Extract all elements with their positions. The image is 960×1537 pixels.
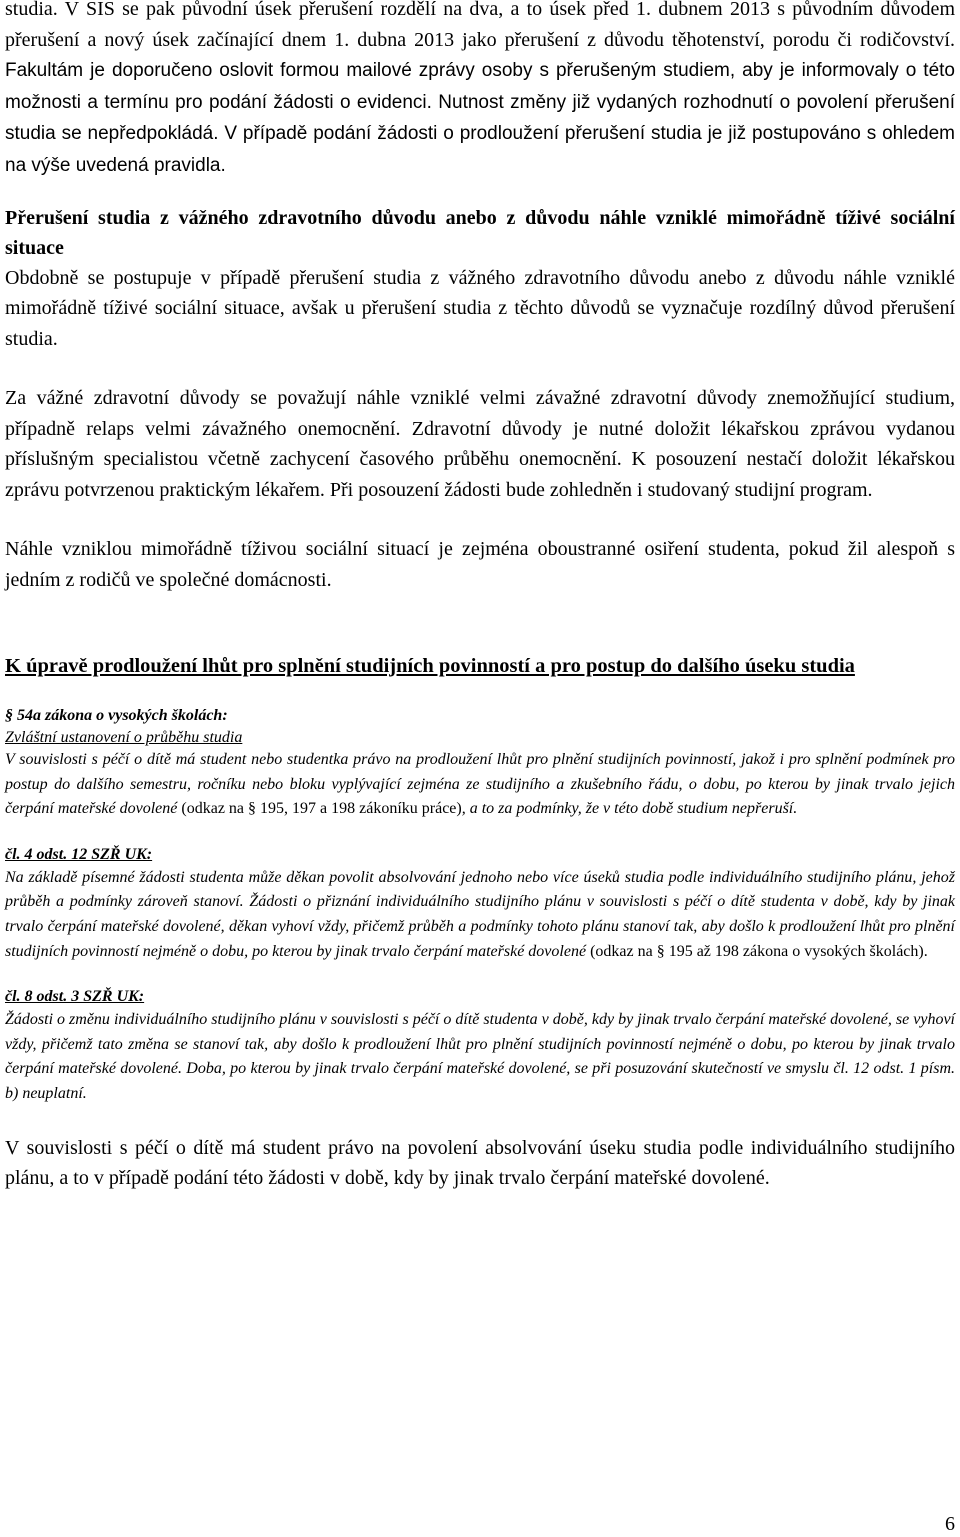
health-paragraph-2: Za vážné zdravotní důvody se považují náhle vzniklé velmi závažné zdravotní důvody znemožňující studium, případně relaps velmi závažného onemocnění. Zdravotní důvody je nutné doložit lékařskou zprávou vydanou příslušným specialistou včetně zachycení časového průběhu onemocnění. K posouzení nestačí doložit lékařskou zprávu potvrzenou praktickým lékařem. Při posouzení žádosti bude zohledněn i studovaný studijní program.	[5, 387, 955, 501]
health-paragraph-1: Obdobně se postupuje v případě přerušení studia z vážného zdravotního důvodu anebo z důvodu náhle vzniklé mimořádně tíživé sociální situace, avšak u přerušení studia z těchto důvodů se vyznačuje rozdílný důvod přerušení studia.	[5, 266, 955, 350]
health-paragraph-3: Náhle vzniklou mimořádně tíživou sociální situací je zejména oboustranné osiření studenta, pokud žil alespoň s jedním z rodičů ve společné domácnosti.	[5, 538, 955, 591]
intro-paragraph	[5, 0, 955, 182]
law-reference-text	[5, 748, 955, 822]
article-4-body: Na základě písemné žádosti studenta může děkan povolit absolvování jednoho nebo více úseků studia podle individuálního studijního plánu, jehož průběh a podmínky zároveň stanoví. Žádosti o přiznání individuálního studijního plánu v souvislosti s péčí o dítě studenta v době, kdy by jinak trvalo čerpání mateřské dovolené, děkan vyhoví vždy, přičemž průběh a podmínky tohoto plánu stanoví tak, aby došlo k prodloužení lhůt pro plnění studijních povinností nejméně o dobu, po kterou by jinak trvalo čerpání mateřské dovolené	[5, 868, 955, 960]
page-number: 6	[945, 1513, 955, 1535]
health-section-heading: Přerušení studia z vážného zdravotního důvodu anebo z důvodu náhle vzniklé mimořádně tíživé sociální situace	[5, 206, 955, 259]
intro-faculty-note: Fakultám je doporučeno oslovit formou mailové zprávy osoby s přerušeným studiem, aby je informovaly o této možnosti a termínu pro podání žádosti o evidenci. Nutnost změny již vydaných rozhodnutí o povolení přerušení studia se nepředpokládá. V případě podání žádosti o prodloužení přerušení studia je již postupováno s ohledem na výše uvedená pravidla.	[5, 60, 955, 176]
article-8-title: čl. 8 odst. 3 SZŘ UK:	[5, 988, 145, 1006]
law-reference-caption: Zvláštní ustanovení o průběhu studia	[5, 729, 243, 747]
article-4-text	[5, 866, 955, 964]
law-note: (odkaz na § 195, 197 a 198 zákoníku práce)	[181, 800, 462, 818]
article-4-title: čl. 4 odst. 12 SZŘ UK:	[5, 845, 153, 863]
intro-text: studia. V SIS se pak původní úsek přerušení rozdělí na dva, a to úsek před 1. dubnem 2013 s původním důvodem přerušení a nový úsek začínající dnem 1. dubna 2013 jako přerušení z důvodu těhotenství, porodu či rodičovství.	[5, 0, 955, 51]
document-page	[5, 0, 955, 1194]
law-text-end: , a to za podmínky, že v této době studium nepřeruší.	[461, 800, 798, 818]
article-8-text: Žádosti o změnu individuálního studijního plánu v souvislosti s péčí o dítě studenta v době, kdy by jinak trvalo čerpání mateřské dovolené, se vyhoví vždy, přičemž tato změna se stanoví tak, aby došlo k prodloužení lhůt pro plnění studijních povinností nejméně o dobu, po kterou by jinak trvalo čerpání mateřské dovolené. Doba, po kterou by jinak trvalo čerpání mateřské dovolené, se při posuzování skutečností ve smyslu čl. 12 odst. 1 písm. b) neuplatní.	[5, 1011, 955, 1102]
extension-section-title: K úpravě prodloužení lhůt pro splnění studijních povinností a pro postup do dalšího úseku studia	[5, 655, 855, 678]
closing-paragraph: V souvislosti s péčí o dítě má student právo na povolení absolvování úseku studia podle individuálního studijního plánu, a to v případě podání této žádosti v době, kdy by jinak trvalo čerpání mateřské dovolené.	[5, 1136, 955, 1190]
law-text: V souvislosti s péčí o dítě má student nebo studentka právo na prodloužení lhůt pro plnění studijních povinností, jakož i pro splnění podmínek pro postup do dalšího semestru, ročníku nebo bloku vyplývající zejména ze studijního a zkušebního řádu, o dobu, po kterou by jinak trvalo jejich čerpání mateřské dovolené	[5, 751, 955, 818]
article-4-note: (odkaz na § 195 až 198 zákona o vysokých školách).	[590, 942, 928, 960]
law-reference-title: § 54a zákona o vysokých školách:	[5, 707, 228, 725]
